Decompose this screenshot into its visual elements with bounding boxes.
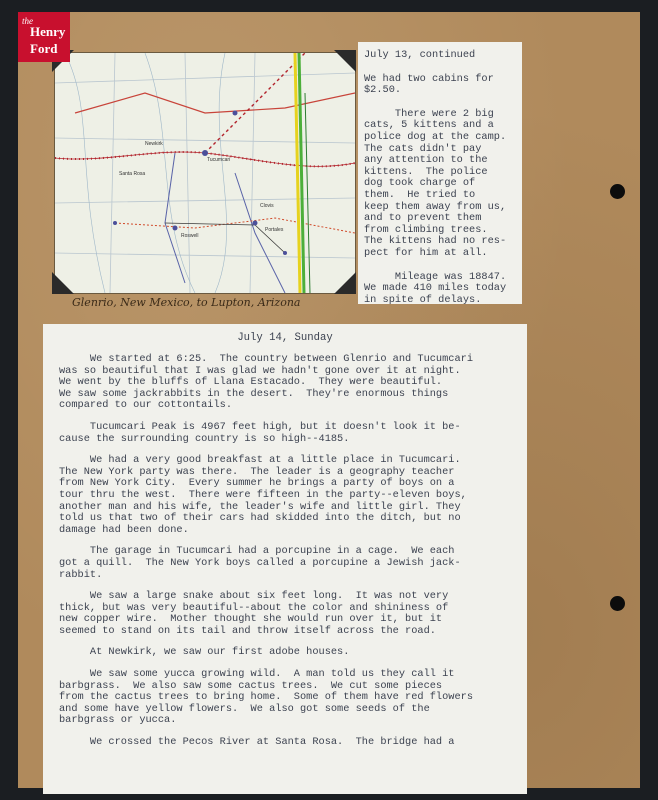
- note-paragraph: There were 2 big cats, 5 kittens and a police dog at the camp. The cats didn't pay any attention to the kittens. The police dog took charge of them. He tried to keep them away from us, and to prevent them from climbing trees. The kittens had no res- pect for him at all.: [364, 107, 507, 259]
- note-paragraph: We saw a large snake about six feet long. It was not very thick, but was very beautiful--about the color and shininess of new copper wire. Mother thought she would run over it, but it seemed to stand on its tail and throw itself across the road.: [59, 590, 449, 637]
- typed-note-july-14: [43, 324, 527, 794]
- note-paragraph: We crossed the Pecos River at Santa Rosa. The bridge had a: [59, 736, 455, 749]
- note-paragraph: We had a very good breakfast at a little place in Tucumcari. The New York party was there. The leader is a geography teacher from New York City. Every summer he brings a party of boys on a tour thru the west. There were fifteen in the party--eleven boys, another man and his wife, the leader's wife and little girl. They told us that two of their cars had skidded into the ditch, but no damage had been done.: [59, 454, 467, 536]
- note-paragraph: We had two cabins for $2.50.: [364, 72, 494, 97]
- map-city-label: Clovis: [260, 203, 274, 209]
- road-map-clipping: [54, 52, 356, 294]
- map-city-label: Roswell: [181, 233, 199, 239]
- scrapbook-page: [18, 12, 640, 788]
- logo-line-2: Henry: [30, 24, 66, 39]
- note-paragraph: At Newkirk, we saw our first adobe houses.: [59, 646, 350, 659]
- binder-hole-bottom: [610, 596, 625, 611]
- logo-line-3: Ford: [30, 41, 58, 56]
- logo-line-1: the: [22, 16, 33, 26]
- note-title: July 14, Sunday: [237, 332, 333, 344]
- map-city-label: Tucumcari: [207, 157, 231, 163]
- note-paragraph: We saw some yucca growing wild. A man told us they call it barbgrass. We also saw some cactus trees. We cut some pieces from the cactus trees to bring home. Some of them have red flowers and some have yellow flowers. We also got some seeds of the barbgrass or yucca.: [59, 668, 474, 727]
- map-city-label: Santa Rosa: [119, 171, 146, 177]
- map-city-label: Portales: [265, 227, 284, 233]
- photo-corner-tr: [334, 50, 356, 72]
- note-paragraph: The garage in Tucumcari had a porcupine in a cage. We each got a quill. The New York boys called a porcupine a Jewish jack- rabbit.: [59, 545, 461, 581]
- note-paragraph: Tucumcari Peak is 4967 feet high, but it doesn't look it be- cause the surrounding country is so high--4185.: [59, 420, 461, 445]
- typed-note-july-13: [358, 42, 522, 304]
- henry-ford-logo: [18, 12, 70, 62]
- note-paragraph: We started at 6:25. The country between Glenrio and Tucumcari was so beautiful that I was glad we hadn't gone over it at night. We went by the bluffs of Llana Estacado. They were beautiful. We saw some jackrabbits in the desert. They're enormous things compared to our cottontails.: [59, 353, 474, 412]
- note-paragraph: Mileage was 18847. We made 410 miles today in spite of delays.: [364, 270, 507, 306]
- map-caption: Glenrio, New Mexico, to Lupton, Arizona: [72, 296, 301, 309]
- photo-corner-bl: [52, 272, 74, 294]
- road-map-graphic: [55, 53, 355, 293]
- binder-hole-top: [610, 184, 625, 199]
- note-title: July 13, continued: [364, 49, 476, 61]
- map-city-label: Newkirk: [145, 141, 163, 147]
- photo-corner-br: [334, 272, 356, 294]
